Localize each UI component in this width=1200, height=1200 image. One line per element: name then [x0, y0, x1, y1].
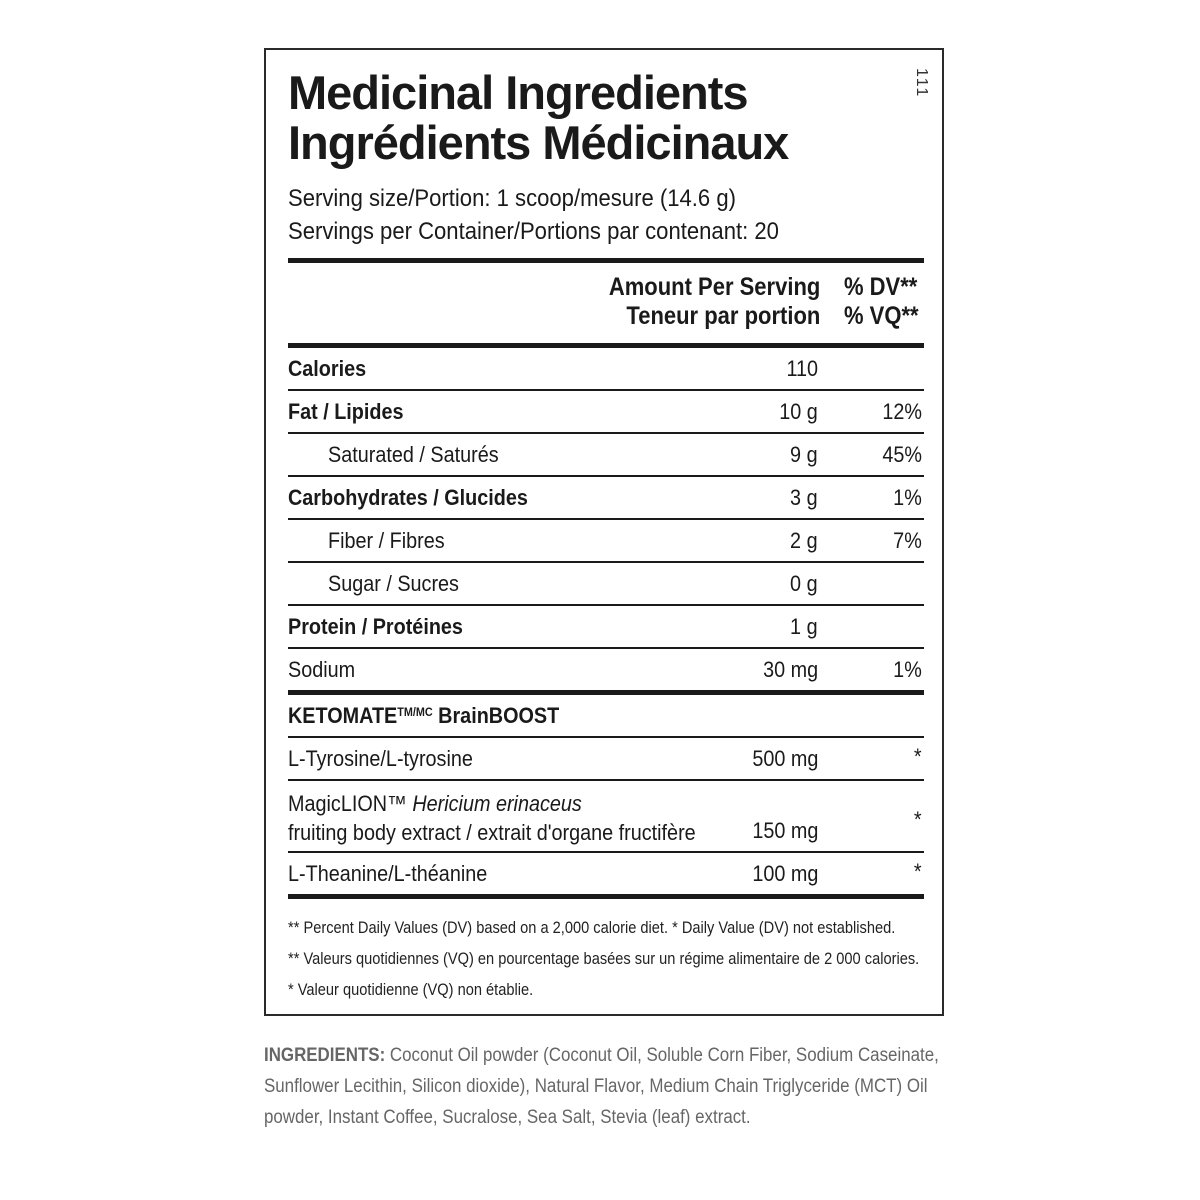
- dv-header: [844, 273, 919, 331]
- row-pct: *: [914, 744, 922, 769]
- row-pct: *: [914, 807, 922, 832]
- servings-per-container: Servings per Container/Portions par contenant: 20: [288, 218, 779, 245]
- row-pct: *: [914, 859, 922, 884]
- row-amount: 10 g: [779, 399, 818, 424]
- dv-header-fr: % VQ**: [844, 302, 919, 330]
- table-row-sugar: [288, 563, 924, 606]
- table-row-theanine: [288, 853, 924, 899]
- row-name: Saturated / Saturés: [328, 442, 499, 467]
- amount-header: [609, 273, 820, 331]
- row-name: L-Tyrosine/L-tyrosine: [288, 746, 473, 771]
- panel-title: [288, 68, 788, 168]
- row-amount: 500 mg: [751, 746, 818, 771]
- row-amount: 2 g: [790, 528, 818, 553]
- trademark-mark: TM/MC: [397, 705, 433, 719]
- nutrition-table: [288, 258, 924, 899]
- table-header: [288, 263, 924, 343]
- table-row-protein: [288, 606, 924, 649]
- row-name: Sugar / Sucres: [328, 571, 459, 596]
- serving-info: [288, 182, 779, 248]
- footnote: ** Valeurs quotidiennes (VQ) en pourcentage basées sur un régime alimentaire de 2 000 calories.: [288, 949, 920, 968]
- row-name: [288, 789, 696, 847]
- row-name: Calories: [288, 356, 367, 381]
- footnote: ** Percent Daily Values (DV) based on a 2,000 calorie diet. * Daily Value (DV) not established.: [288, 918, 896, 937]
- table-row-sodium: [288, 649, 924, 695]
- row-amount: 150 mg: [751, 818, 818, 843]
- row-amount: 30 mg: [762, 657, 818, 682]
- supplement-facts-panel: [264, 48, 944, 1016]
- ingredients-text: Coconut Oil powder (Coconut Oil, Soluble Corn Fiber, Sodium Caseinate, Sunflower Lecithin, Silicon dioxide), Natural Flavor, Medium Chain Triglyceride (MCT) Oil powder, Instant Coffee, Sucralose, Sea Salt, Stevia (leaf) extract.: [264, 1045, 939, 1128]
- row-pct: 1%: [893, 485, 922, 510]
- ingredients-list: [264, 1040, 940, 1133]
- amount-header-en: Amount Per Serving: [608, 273, 820, 301]
- table-row-fat: [288, 391, 924, 434]
- blend-brand: KETOMATE: [288, 703, 398, 728]
- row-amount: 3 g: [790, 485, 818, 510]
- row-pct: 45%: [882, 442, 922, 467]
- footnote: * Valeur quotidienne (VQ) non établie.: [288, 980, 534, 999]
- row-name: Sodium: [288, 657, 356, 682]
- row-amount: 100 mg: [751, 861, 818, 886]
- title-fr: Ingrédients Médicinaux: [288, 116, 789, 169]
- table-row-calories: [288, 348, 924, 391]
- row-name-species: Hericium erinaceus: [412, 791, 582, 816]
- ingredients-label: INGREDIENTS:: [264, 1045, 386, 1066]
- row-name: Fat / Lipides: [288, 399, 404, 424]
- amount-header-fr: Teneur par portion: [626, 302, 820, 330]
- row-name: Fiber / Fibres: [328, 528, 445, 553]
- table-row-carbohydrates: [288, 477, 924, 520]
- table-row-tyrosine: [288, 738, 924, 781]
- table-row-magiclion: [288, 781, 924, 853]
- blend-name: [288, 703, 559, 729]
- row-amount: 0 g: [790, 571, 818, 596]
- row-name: Protein / Protéines: [288, 614, 463, 639]
- footnotes: [288, 912, 919, 1005]
- title-en: Medicinal Ingredients: [288, 66, 748, 119]
- row-amount: 9 g: [790, 442, 818, 467]
- row-name-line2: fruiting body extract / extrait d'organe fructifère: [288, 820, 696, 845]
- serving-size: Serving size/Portion: 1 scoop/mesure (14.6 g): [288, 185, 736, 212]
- row-name: Carbohydrates / Glucides: [288, 485, 528, 510]
- table-row-saturated: [288, 434, 924, 477]
- table-row-fiber: [288, 520, 924, 563]
- lot-code: 111: [913, 68, 930, 99]
- dv-header-en: % DV**: [844, 273, 918, 301]
- row-name: L-Theanine/L-théanine: [288, 861, 488, 886]
- row-amount: 110: [786, 356, 818, 381]
- row-amount: 1 g: [790, 614, 818, 639]
- row-pct: 1%: [893, 657, 922, 682]
- blend-header-row: [288, 695, 924, 738]
- row-pct: 12%: [882, 399, 922, 424]
- row-name-brand: MagicLION™: [288, 791, 413, 816]
- row-pct: 7%: [893, 528, 922, 553]
- blend-suffix: BrainBOOST: [432, 703, 560, 728]
